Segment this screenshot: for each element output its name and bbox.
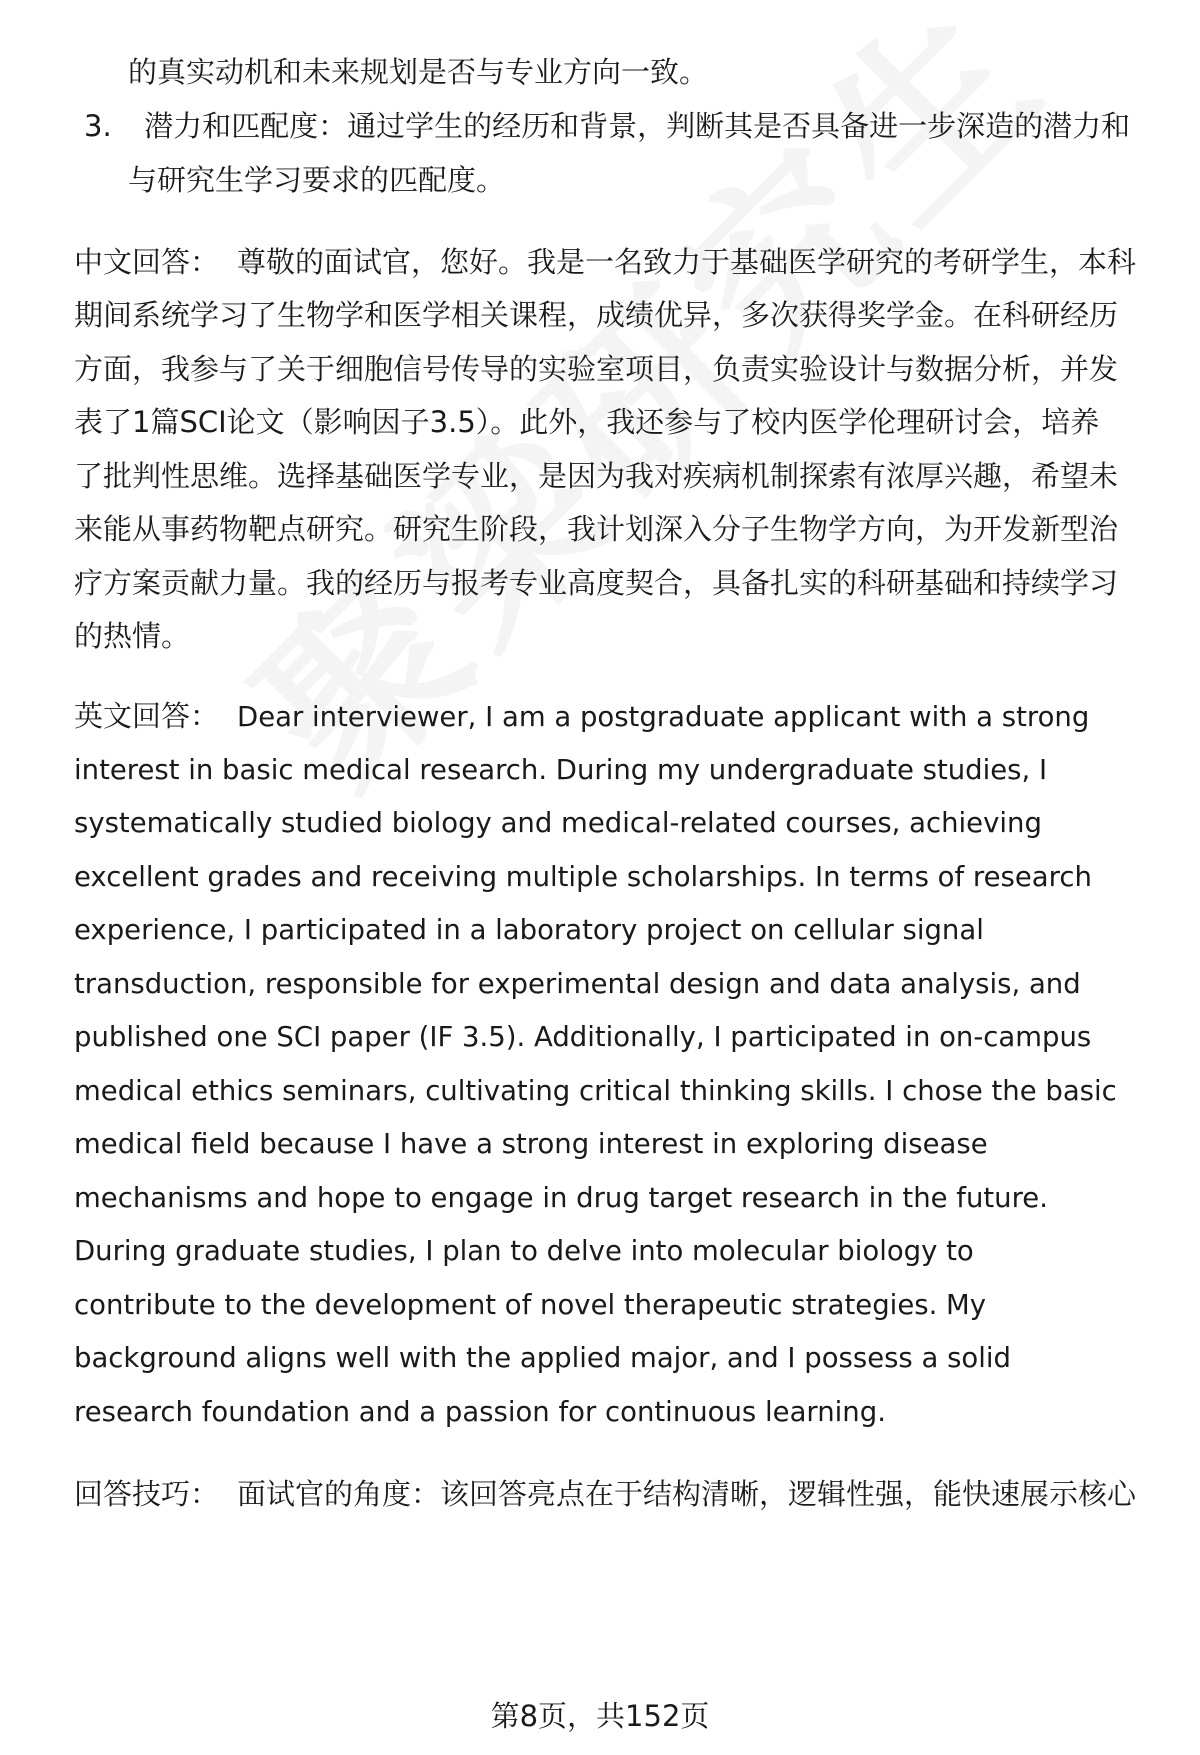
criterion-number: 3. — [84, 109, 112, 143]
english-answer-line — [74, 696, 1154, 737]
english-answer-line: interest in basic medical research. During my undergraduate studies, I — [74, 754, 1048, 786]
chinese-answer-line: 方面，我参与了关于细胞信号传导的实验室项目，负责实验设计与数据分析，并发 — [74, 352, 1119, 386]
english-answer-line: transduction, responsible for experimental design and data analysis, and — [74, 968, 1081, 1000]
english-answer-line: published one SCI paper (IF 3.5). Additionally, I participated in on-campus — [74, 1021, 1092, 1053]
english-answer-line: medical ethics seminars, cultivating critical thinking skills. I chose the basic — [74, 1075, 1117, 1107]
english-answer-line: excellent grades and receiving multiple scholarships. In terms of research — [74, 861, 1092, 893]
english-answer-line: mechanisms and hope to engage in drug target research in the future. — [74, 1182, 1048, 1214]
chinese-answer-label: 中文回答： — [74, 245, 220, 279]
chinese-answer-line: 的热情。 — [74, 619, 191, 653]
english-answer-line: experience, I participated in a laboratory project on cellular signal — [74, 914, 984, 946]
criterion-3 — [84, 106, 1164, 146]
english-answer-line: background aligns well with the applied major, and I possess a solid — [74, 1342, 1011, 1374]
english-answer-line: contribute to the development of novel therapeutic strategies. My — [74, 1289, 987, 1321]
english-answer-line: medical field because I have a strong interest in exploring disease — [74, 1128, 988, 1160]
chinese-answer-line: 表了1篇SCI论文（影响因子3.5）。此外，我还参与了校内医学伦理研讨会，培养 — [74, 405, 1100, 439]
chinese-answer-line: 疗方案贡献力量。我的经历与报考专业高度契合，具备扎实的科研基础和持续学习 — [74, 566, 1119, 600]
chinese-answer-line: 期间系统学习了生物学和医学相关课程，成绩优异，多次获得奖学金。在科研经历 — [74, 298, 1119, 332]
chinese-answer-line: 了批判性思维。选择基础医学专业，是因为我对疾病机制探索有浓厚兴趣，希望未 — [74, 459, 1119, 493]
english-answer-line: research foundation and a passion for continuous learning. — [74, 1396, 886, 1428]
tips-label: 回答技巧： — [74, 1477, 220, 1511]
chinese-answer-text: 尊敬的面试官，您好。我是一名致力于基础医学研究的考研学生，本科 — [237, 245, 1137, 279]
criterion-3-line2: 与研究生学习要求的匹配度。 — [128, 163, 506, 197]
chinese-answer-line: 来能从事药物靶点研究。研究生阶段，我计划深入分子生物学方向，为开发新型治 — [74, 512, 1119, 546]
english-answer-label: 英文回答： — [74, 699, 220, 733]
english-answer-line: During graduate studies, I plan to delve into molecular biology to — [74, 1235, 974, 1267]
english-answer-text: Dear interviewer, I am a postgraduate applicant with a strong — [237, 701, 1090, 733]
page-number-footer: 第8页，共152页 — [490, 1699, 710, 1733]
chinese-answer-line — [74, 242, 1154, 282]
tips-text: 面试官的角度：该回答亮点在于结构清晰，逻辑性强，能快速展示核心 — [237, 1477, 1137, 1511]
criterion-continuation: 的真实动机和未来规划是否与专业方向一致。 — [128, 55, 709, 89]
tips-line — [74, 1474, 1154, 1514]
english-answer-line: systematically studied biology and medical-related courses, achieving — [74, 807, 1042, 839]
criterion-3-line1: 潜力和匹配度：通过学生的经历和背景，判断其是否具备进一步深造的潜力和 — [144, 109, 1131, 143]
